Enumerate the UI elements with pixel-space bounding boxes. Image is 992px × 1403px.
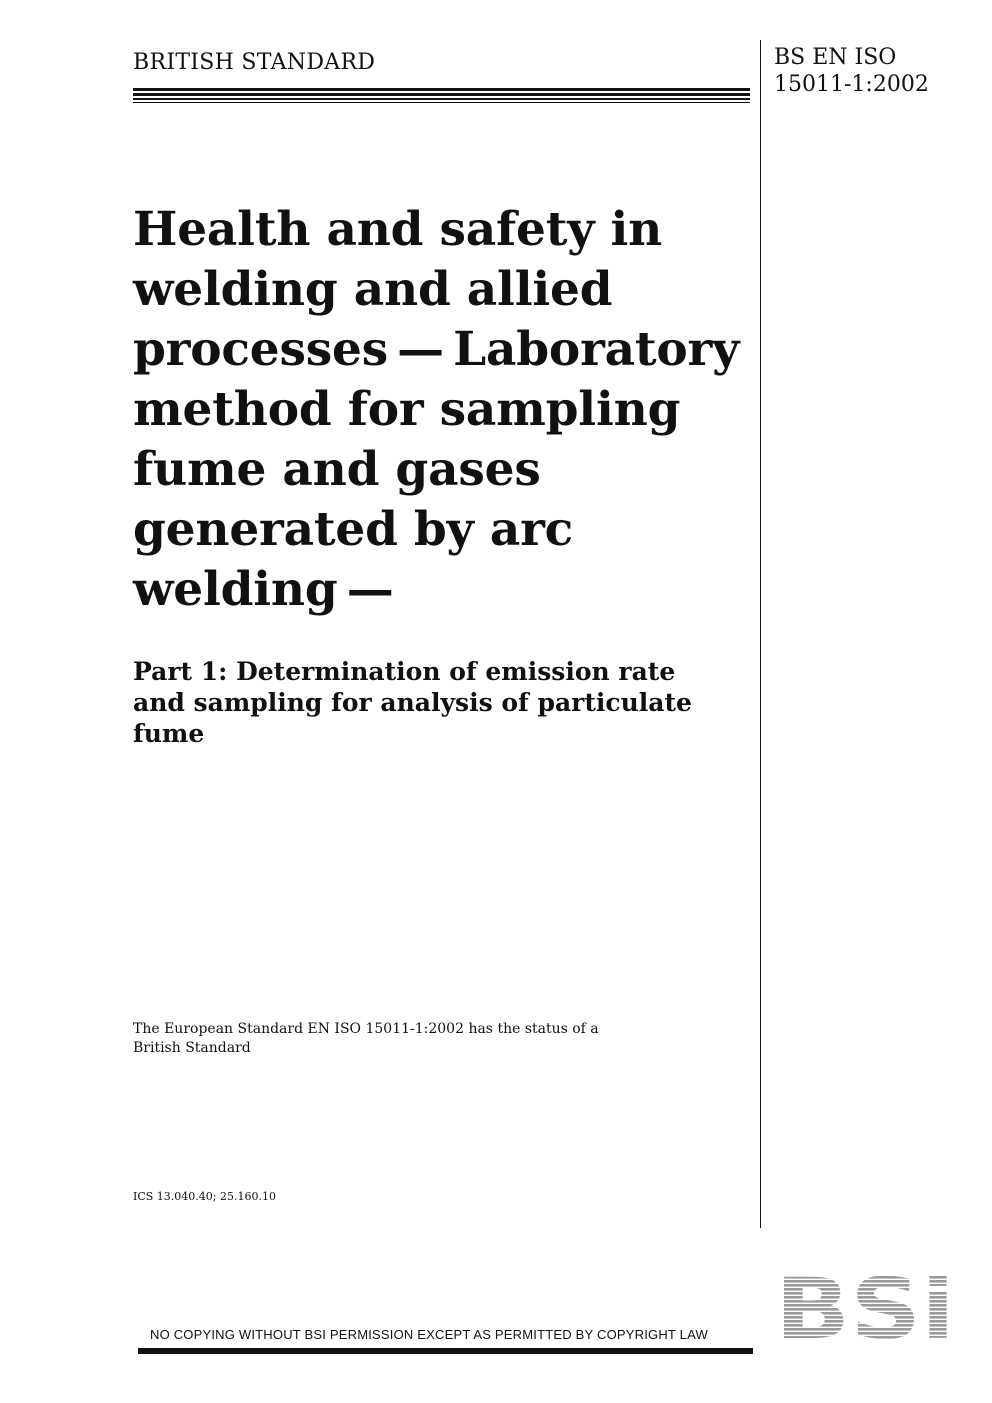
ics-code: ICS 13.040.40; 25.160.10 xyxy=(133,1190,276,1203)
vertical-divider xyxy=(760,40,761,1228)
header-rule-2 xyxy=(133,93,750,96)
title-line: welding and allied xyxy=(133,262,613,317)
document-title xyxy=(133,200,753,620)
title-line: fume and gases xyxy=(133,442,541,497)
subtitle-line: Part 1: Determination of emission rate xyxy=(133,657,676,686)
bsi-logo-text: BSi xyxy=(775,1276,955,1342)
document-subtitle xyxy=(133,656,753,749)
title-line: Health and safety in xyxy=(133,202,663,257)
status-note xyxy=(133,1020,693,1058)
status-note-line-1: The European Standard EN ISO 15011-1:2002 has the status of a xyxy=(133,1021,599,1037)
title-line: generated by arc xyxy=(133,502,574,557)
copyright-notice: NO COPYING WITHOUT BSI PERMISSION EXCEPT AS PERMITTED BY COPYRIGHT LAW xyxy=(150,1327,708,1342)
header-rule-3 xyxy=(133,98,750,100)
standard-number xyxy=(774,44,929,98)
bsi-logo-icon xyxy=(775,1276,957,1342)
title-line: method for sampling xyxy=(133,382,681,437)
standard-number-line-2: 15011-1:2002 xyxy=(774,72,929,97)
subtitle-line: and sampling for analysis of particulate xyxy=(133,688,692,717)
footer-rule xyxy=(138,1348,753,1354)
header-rule-1 xyxy=(133,88,750,91)
document-type-label: BRITISH STANDARD xyxy=(133,50,376,75)
bsi-logo xyxy=(775,1276,957,1346)
header-rule-4 xyxy=(133,102,750,103)
subtitle-line: fume xyxy=(133,719,205,748)
standard-number-line-1: BS EN ISO xyxy=(774,45,897,70)
title-line: processes — Laboratory xyxy=(133,322,740,377)
status-note-line-2: British Standard xyxy=(133,1040,251,1056)
title-line: welding — xyxy=(133,562,394,617)
